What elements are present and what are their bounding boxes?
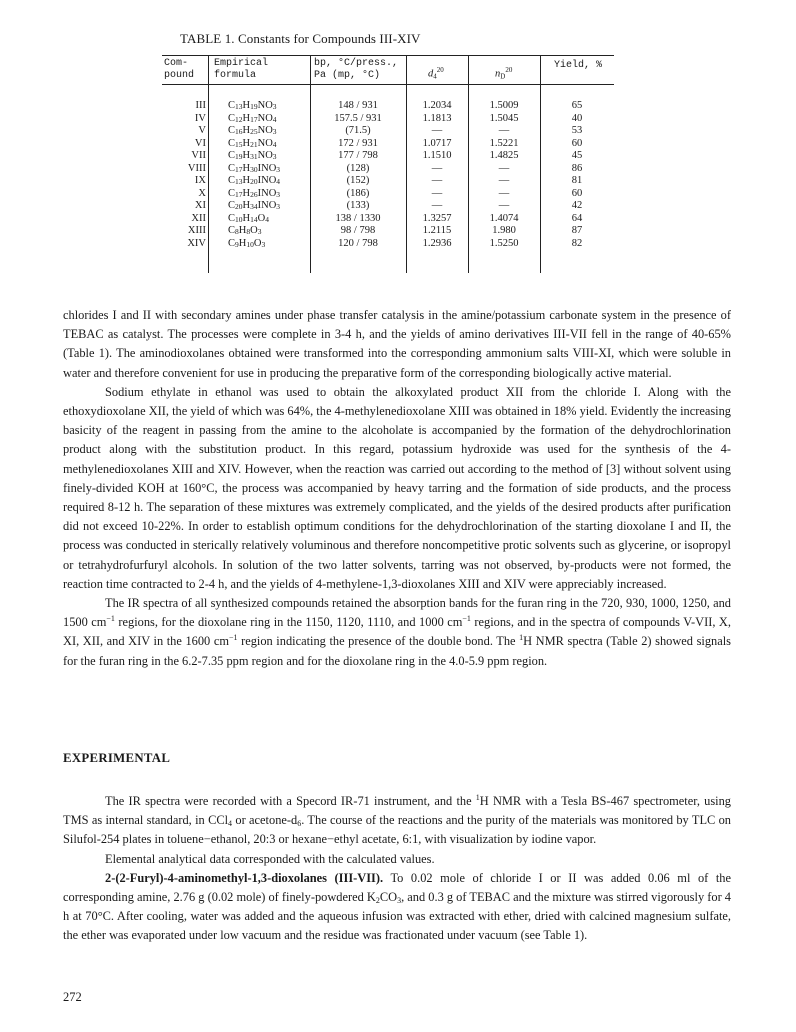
formula-subscript: 19 bbox=[250, 102, 258, 111]
paragraph: The IR spectra of all synthesized compounds retained the absorption bands for the furan ring in the 720, 930, 1000, 1250, and 1500 $cm^{-1}$ regions, for the dioxolane ring in the 1150, 1120, 1110, and 1000 $cm^{-1}$ regions, and in the spectra of compounds V-VII, X, XI, XII, and XIV in the 1600 $cm^{-1}$ region indicating the presence of the double bond. The $^1$H NMR spectra (Table 2) showed signals for the furan ring in the 6.2-7.35 ppm region and for the dioxolane ring in the 4.0-5.9 ppm region. bbox=[63, 596, 731, 668]
yield-cell: 53 bbox=[571, 125, 583, 136]
formula-subscript: 10 bbox=[246, 239, 254, 249]
compound-cell: VI bbox=[194, 137, 206, 149]
bp-cell: 138 / 1330 bbox=[335, 212, 381, 224]
formula-element: C bbox=[228, 225, 236, 236]
table-row bbox=[162, 138, 614, 151]
paragraph: Sodium ethylate in ethanol was used to obtain the alkoxylated product XII from the chloride I. Along with the ethoxydioxolane XII, the yield of which was 64%, the 4-methylenedioxolane XIII was obtained in 18% yield. Evidently the increasing basicity of the reagent in passing from the amine to the alcoholate is accompanied by the formation of the dehydrochlorination product along with the substitution product. In this regard, potassium hydroxide was used for the synthesis of the 4-methylenedioxolanes XIII and XIV. However, when the reaction was carried out according to the method of [3] without solvent using finely-divided KOH at 160°C, the process was accompanied by heavy tarring and the formation of side products, and the process required 8-12 h. The separation of these mixtures was extremely complicated, and the yields of the desired products after purification did not exceed 10-22%. In order to establish optimum conditions for the dehydrochlorination of the starting dioxolane I and II, the process was conducted in sterically relatively voluminous and therefore noncompetitive protic solvents such as glycerine, or isopropyl or tetrahydrofurfuryl alcohols. In solution of the two latter solvents, tarring was not observed, by-products were not formed, the reaction time contracted to 2-4 h, and the yields of 4-methylene-1,3-dioxolanes XIII and XIV were appreciably increased. bbox=[63, 384, 731, 591]
constants-table bbox=[162, 55, 614, 273]
formula-subscript: 19 bbox=[235, 152, 243, 161]
paragraph: 2-(2-Furyl)-4-aminomethyl-1,3-dioxolanes (III-VII). To 0.02 mole of chloride I or II was added 0.06 ml of the corresponding amine, 2.76 g (0.02 mole) of finely-powdered $K_2CO_3$, and 0.3 g of TEBAC and the mixture was stirred vigorously for 4 h at 70°C. After cooling, water was added and the aqueous infusion was extracted with ether, dried with calcined magnesium sulfate, the ether was evaporated under low vacuum and the residue was fractionated under vacuum (see Table 1). bbox=[63, 870, 731, 943]
formula-subscript: 10 bbox=[235, 214, 243, 224]
yield-cell: 87 bbox=[571, 225, 583, 236]
compound-cell: IV bbox=[194, 112, 206, 124]
density-cell: — bbox=[431, 175, 443, 186]
formula-cell bbox=[228, 188, 280, 202]
formula-element: C bbox=[228, 175, 236, 186]
header-density: $d4^{20}$ bbox=[428, 66, 444, 81]
formula-element: O bbox=[253, 237, 262, 249]
page-number: 272 bbox=[63, 990, 82, 1004]
bp-cell: 157.5 / 931 bbox=[334, 112, 382, 124]
formula-subscript: 13 bbox=[235, 102, 243, 111]
formula-element: INO bbox=[257, 187, 277, 199]
formula-element: O bbox=[250, 225, 258, 236]
compound-cell: XIV bbox=[187, 237, 206, 249]
bp-cell: 177 / 798 bbox=[338, 150, 378, 161]
bp-cell: (71.5) bbox=[345, 125, 371, 136]
formula-subscript: 4 bbox=[272, 114, 277, 124]
yield-cell: 42 bbox=[571, 200, 583, 211]
formula-subscript: 4 bbox=[276, 177, 281, 186]
refractive-index-cell: 1.5221 bbox=[489, 137, 519, 149]
formula-element: NO bbox=[257, 150, 273, 161]
formula-cell bbox=[228, 150, 277, 164]
formula-subscript: 3 bbox=[276, 164, 281, 174]
density-cell: 1.2115 bbox=[422, 225, 452, 236]
formula-element: H bbox=[242, 175, 251, 186]
bp-cell: 148 / 931 bbox=[338, 100, 378, 111]
yield-cell: 64 bbox=[571, 212, 583, 224]
formula-subscript: 16 bbox=[235, 127, 243, 136]
formula-subscript: 34 bbox=[250, 202, 258, 211]
yield-cell: 82 bbox=[571, 237, 583, 249]
refractive-index-cell: 1.5045 bbox=[489, 112, 519, 124]
formula-subscript: 8 bbox=[246, 227, 251, 236]
compound-cell: III bbox=[195, 100, 206, 111]
section-heading: EXPERIMENTAL bbox=[63, 751, 171, 765]
formula-cell bbox=[228, 225, 261, 239]
formula-element: H bbox=[242, 137, 251, 149]
body-section-discussion bbox=[63, 306, 731, 671]
refractive-index-cell: — bbox=[498, 175, 510, 186]
formula-subscript: 3 bbox=[272, 102, 277, 111]
formula-subscript: 3 bbox=[257, 227, 262, 236]
formula-cell bbox=[228, 125, 277, 139]
density-cell: — bbox=[431, 200, 443, 211]
formula-element: C bbox=[228, 112, 236, 124]
yield-cell: 81 bbox=[571, 175, 583, 186]
formula-element: O bbox=[257, 212, 266, 224]
formula-element: NO bbox=[257, 112, 273, 124]
formula-cell bbox=[228, 175, 280, 189]
formula-subscript: 4 bbox=[265, 214, 269, 224]
bp-cell: 98 / 798 bbox=[340, 225, 376, 236]
formula-element: C bbox=[228, 200, 236, 211]
formula-element: H bbox=[242, 112, 251, 124]
density-cell: — bbox=[431, 162, 443, 174]
formula-subscript: 21 bbox=[250, 139, 258, 149]
formula-element: NO bbox=[257, 100, 273, 111]
refractive-index-cell: 1.5250 bbox=[489, 237, 519, 249]
formula-element: C bbox=[228, 150, 236, 161]
formula-subscript: 12 bbox=[235, 114, 243, 124]
refractive-index-cell: 1.4074 bbox=[489, 212, 519, 224]
bp-cell: (128) bbox=[346, 162, 370, 174]
density-cell: 1.2936 bbox=[422, 237, 452, 249]
header-compound: Com- pound bbox=[164, 58, 195, 81]
formula-subscript: 17 bbox=[235, 164, 243, 174]
table-row bbox=[162, 225, 614, 238]
yield-cell: 65 bbox=[571, 100, 583, 111]
formula-element: C bbox=[228, 212, 236, 224]
paragraph: chlorides I and II with secondary amines under phase transfer catalysis in the amine/potassium carbonate system in the presence of TEBAC as catalyst. The processes were complete in 3-4 h, and the yields of amino derivatives III-VII fell in the range of 40-65% (Table 1). The aminodioxolanes obtained were transformed into the corresponding ammonium salts VIII-XI, which were soluble in water and therefore convenient for use in producing the preparative form of the corresponding biologically active material. bbox=[63, 308, 731, 380]
density-cell: 1.0717 bbox=[422, 137, 452, 149]
formula-subscript: 20 bbox=[235, 202, 243, 211]
refractive-index-cell: — bbox=[498, 125, 510, 136]
refractive-index-cell: — bbox=[498, 187, 510, 199]
formula-subscript: 3 bbox=[272, 152, 277, 161]
formula-element: H bbox=[242, 200, 251, 211]
compound-cell: IX bbox=[194, 175, 206, 186]
formula-subscript: 9 bbox=[235, 239, 239, 249]
formula-cell bbox=[228, 163, 280, 177]
formula-element: H bbox=[238, 237, 247, 249]
density-cell: 1.2034 bbox=[422, 100, 452, 111]
compound-cell: XIII bbox=[187, 225, 206, 236]
yield-cell: 60 bbox=[571, 137, 583, 149]
table-row bbox=[162, 125, 614, 138]
formula-element: C bbox=[228, 162, 236, 174]
paragraph: The IR spectra were recorded with a Specord IR-71 instrument, and the $^1$H NMR with a Tesla BS-467 spectrometer, using TMS as internal standard, in CCl$_4$ or acetone-$d_6$. The course of the reactions and the purity of the materials was monitored by TLC on Silufol-254 plates in toluene−ethanol, 20:3 or hexane−ethyl acetate, 6:1, with visualization by iodine vapor. bbox=[63, 793, 732, 847]
formula-element: NO bbox=[257, 125, 273, 136]
table-row bbox=[162, 200, 614, 213]
density-cell: 1.3257 bbox=[422, 212, 452, 224]
formula-subscript: 30 bbox=[250, 164, 258, 174]
refractive-index-cell: 1.4825 bbox=[489, 150, 519, 161]
table-caption: TABLE 1. Constants for Compounds III-XIV bbox=[180, 31, 421, 46]
refractive-index-cell: — bbox=[498, 162, 510, 174]
header-formula: Empirical formula bbox=[214, 58, 269, 81]
yield-cell: 45 bbox=[571, 150, 583, 161]
formula-cell bbox=[228, 138, 277, 152]
table-top-rule bbox=[162, 55, 614, 56]
formula-element: C bbox=[228, 137, 236, 149]
density-cell: — bbox=[431, 187, 443, 199]
density-cell: 1.1510 bbox=[422, 150, 452, 161]
table-row bbox=[162, 163, 614, 176]
bp-cell: (152) bbox=[346, 175, 370, 186]
formula-element: H bbox=[242, 187, 251, 199]
formula-subscript: 3 bbox=[276, 189, 281, 199]
bp-cell: (186) bbox=[346, 187, 370, 199]
formula-subscript: 25 bbox=[250, 127, 258, 136]
formula-cell bbox=[228, 213, 269, 227]
formula-element: INO bbox=[257, 175, 277, 186]
formula-subscript: 3 bbox=[272, 127, 277, 136]
formula-element: INO bbox=[257, 200, 277, 211]
formula-subscript: 13 bbox=[235, 177, 243, 186]
table-row bbox=[162, 238, 614, 251]
formula-subscript: 31 bbox=[250, 152, 258, 161]
compound-cell: V bbox=[198, 125, 206, 136]
compound-cell: XII bbox=[191, 212, 206, 224]
paragraph: Elemental analytical data corresponded with the calculated values. bbox=[105, 851, 435, 866]
table-row bbox=[162, 150, 614, 163]
table-row bbox=[162, 175, 614, 188]
compound-cell: VIII bbox=[187, 162, 206, 174]
compound-cell: XI bbox=[194, 200, 206, 211]
header-bp: bp, °C/press., Pa (mp, °C) bbox=[314, 58, 399, 81]
yield-cell: 86 bbox=[571, 162, 583, 174]
table-row bbox=[162, 213, 614, 226]
formula-element: C bbox=[228, 125, 236, 136]
header-refractive-index: $nD^{20}$ bbox=[495, 66, 513, 81]
formula-element: C bbox=[228, 100, 236, 111]
formula-subscript: 17 bbox=[235, 189, 243, 199]
formula-element: INO bbox=[257, 162, 277, 174]
formula-element: C bbox=[228, 237, 236, 249]
table-header-rule bbox=[162, 84, 614, 85]
density-cell: — bbox=[431, 125, 443, 136]
refractive-index-cell: 1.5009 bbox=[489, 100, 519, 111]
formula-subscript: 26 bbox=[250, 189, 258, 199]
formula-element: H bbox=[242, 150, 251, 161]
formula-element: H bbox=[242, 125, 251, 136]
table-row bbox=[162, 113, 614, 126]
formula-subscript: 17 bbox=[250, 114, 258, 124]
bp-cell: 172 / 931 bbox=[338, 137, 378, 149]
density-cell: 1.1813 bbox=[422, 112, 452, 124]
formula-subscript: 15 bbox=[235, 139, 243, 149]
compound-cell: VII bbox=[191, 150, 206, 161]
bp-cell: (133) bbox=[346, 200, 370, 211]
refractive-index-cell: — bbox=[498, 200, 510, 211]
formula-cell bbox=[228, 238, 265, 252]
formula-cell bbox=[228, 200, 280, 214]
formula-subscript: 3 bbox=[261, 239, 266, 249]
formula-element: H bbox=[242, 212, 251, 224]
refractive-index-cell: 1.980 bbox=[492, 225, 516, 236]
formula-cell bbox=[228, 113, 277, 127]
formula-element: NO bbox=[257, 137, 273, 149]
formula-element: H bbox=[238, 225, 247, 236]
table-row bbox=[162, 100, 614, 113]
yield-cell: 40 bbox=[571, 112, 583, 124]
formula-element: H bbox=[242, 100, 251, 111]
formula-subscript: 4 bbox=[272, 139, 277, 149]
formula-element: C bbox=[228, 187, 236, 199]
yield-cell: 60 bbox=[571, 187, 583, 199]
compound-cell: X bbox=[198, 187, 206, 199]
body-section-experimental bbox=[63, 792, 731, 946]
formula-subscript: 8 bbox=[235, 227, 239, 236]
table-body bbox=[162, 100, 614, 250]
bp-cell: 120 / 798 bbox=[338, 237, 378, 249]
formula-subscript: 14 bbox=[250, 214, 258, 224]
table-row bbox=[162, 188, 614, 201]
formula-subscript: 20 bbox=[250, 177, 258, 186]
header-yield: Yield, % bbox=[554, 60, 603, 71]
formula-element: H bbox=[242, 162, 251, 174]
formula-subscript: 3 bbox=[276, 202, 281, 211]
formula-cell bbox=[228, 100, 277, 114]
